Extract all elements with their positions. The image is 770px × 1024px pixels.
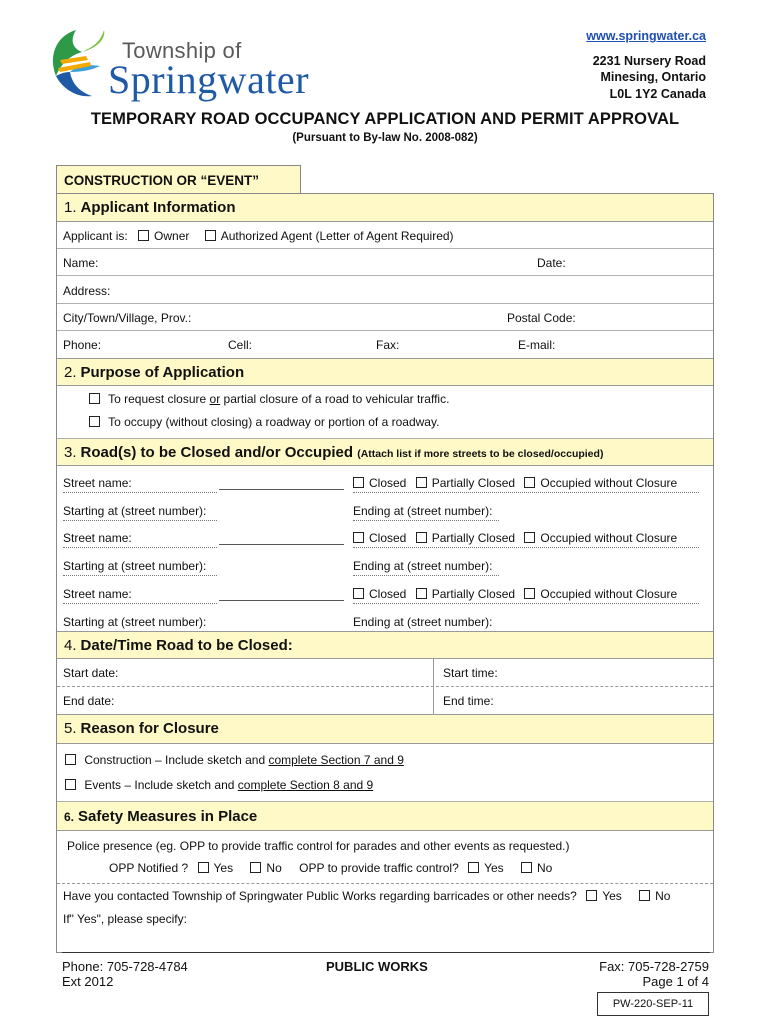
- end-time-label: End time:: [443, 694, 494, 708]
- section-4-header: 4. Date/Time Road to be Closed:: [57, 631, 713, 659]
- address-row[interactable]: [57, 276, 713, 304]
- contacted-row: Have you contacted Township of Springwater Public Works regarding barricades or other needs? Yes No: [63, 889, 671, 903]
- township-logo: [46, 26, 316, 102]
- city-row[interactable]: [57, 304, 713, 331]
- agent-checkbox[interactable]: [205, 230, 216, 241]
- opp-control-yes-checkbox[interactable]: [468, 862, 479, 873]
- address-line-2: Minesing, Ontario: [600, 70, 706, 84]
- police-row: Police presence (eg. OPP to provide traffic control for parades and other events as requested.): [67, 839, 570, 853]
- end-date-label: End date:: [63, 694, 115, 708]
- street-range-row-3[interactable]: Starting at (street number): Ending at (street number):: [63, 615, 493, 629]
- street-row-2: Street name: Closed Partially Closed Occupied without Closure: [63, 531, 678, 545]
- contacted-yes-checkbox[interactable]: [586, 890, 597, 901]
- name-label: Name:: [63, 256, 99, 270]
- section-1-title: Applicant Information: [80, 199, 236, 216]
- logo-mark-icon: [46, 26, 108, 100]
- postal-code-label: Postal Code:: [507, 311, 576, 325]
- fax-label: Fax:: [376, 338, 400, 352]
- applicant-type-row: Applicant is: Owner Authorized Agent (Letter of Agent Required): [57, 222, 713, 249]
- street-range-row-2[interactable]: Starting at (street number): Ending at (street number):: [63, 559, 493, 573]
- section-5-title: Reason for Closure: [80, 720, 219, 737]
- section-2-title: Purpose of Application: [80, 364, 245, 381]
- section-6-title: Safety Measures in Place: [78, 808, 258, 825]
- email-label: E-mail:: [518, 338, 556, 352]
- website-link[interactable]: www.springwater.ca: [586, 29, 706, 43]
- contact-row[interactable]: [57, 331, 713, 359]
- form-title: TEMPORARY ROAD OCCUPANCY APPLICATION AND PERMIT APPROVAL: [90, 110, 680, 128]
- start-row[interactable]: [57, 659, 713, 687]
- section-4-title: Date/Time Road to be Closed:: [80, 637, 293, 654]
- reason-events-row: Events – Include sketch and complete Section 8 and 9: [57, 778, 713, 802]
- purpose-closure-row: To request closure or partial closure of a road to vehicular traffic.: [57, 392, 713, 414]
- footer-department: PUBLIC WORKS: [326, 959, 428, 974]
- logo-line-1: Township of: [122, 38, 242, 63]
- opp-row: OPP Notified ? Yes No OPP to provide traffic control? Yes No: [57, 859, 713, 884]
- section-3-header: 3. Road(s) to be Closed and/or Occupied (Attach list if more streets to be closed/occupied): [57, 439, 713, 466]
- owner-checkbox[interactable]: [138, 230, 149, 241]
- closed-checkbox-3[interactable]: [353, 588, 364, 599]
- form-code-badge: PW-220-SEP-11: [597, 992, 709, 1016]
- opp-notified-no-checkbox[interactable]: [250, 862, 261, 873]
- opp-notified-yes-checkbox[interactable]: [198, 862, 209, 873]
- name-row[interactable]: [57, 249, 713, 276]
- events-checkbox[interactable]: [65, 779, 76, 790]
- purpose-closure-checkbox[interactable]: [89, 393, 100, 404]
- start-time-label: Start time:: [443, 666, 498, 680]
- section-3-title: Road(s) to be Closed and/or Occupied: [80, 444, 354, 461]
- section-2-header: 2. Purpose of Application: [57, 359, 713, 386]
- closed-checkbox-1[interactable]: [353, 477, 364, 488]
- date-label: Date:: [537, 256, 566, 270]
- address-line-1: 2231 Nursery Road: [592, 53, 706, 68]
- address-label: Address:: [63, 284, 111, 298]
- phone-label: Phone:: [63, 338, 102, 352]
- partial-checkbox-1[interactable]: [416, 477, 427, 488]
- footer-ext: Ext 2012: [62, 974, 114, 989]
- construction-checkbox[interactable]: [65, 754, 76, 765]
- section-5-header: 5. Reason for Closure: [57, 715, 713, 744]
- section-3-note: (Attach list if more streets to be closed/occupied): [357, 448, 604, 460]
- street-row-1: Street name: Closed Partially Closed Occupied without Closure: [63, 476, 678, 490]
- end-row[interactable]: [57, 687, 713, 715]
- street-name-field-3[interactable]: [219, 587, 344, 601]
- logo-line-2: Springwater: [108, 57, 310, 102]
- reason-construction-row: Construction – Include sketch and complete Section 7 and 9: [57, 753, 713, 775]
- section-1-header: 1. Applicant Information: [57, 194, 713, 222]
- contacted-no-checkbox[interactable]: [639, 890, 650, 901]
- footer-right: [599, 959, 709, 989]
- purpose-occupy-checkbox[interactable]: [89, 416, 100, 427]
- start-date-label: Start date:: [63, 666, 119, 680]
- closed-checkbox-2[interactable]: [353, 532, 364, 543]
- township-address: [586, 28, 706, 102]
- street-row-3: Street name: Closed Partially Closed Occupied without Closure: [63, 587, 678, 601]
- footer-phone: Phone: 705-728-4784: [62, 959, 188, 974]
- street-name-field-2[interactable]: [219, 531, 344, 545]
- address-line-3: L0L 1Y2 Canada: [609, 86, 706, 101]
- footer-page-number: Page 1 of 4: [642, 974, 709, 989]
- street-range-row-1[interactable]: Starting at (street number): Ending at (street number):: [63, 504, 493, 518]
- purpose-occupy-row: To occupy (without closing) a roadway or portion of a roadway.: [57, 414, 713, 439]
- partial-checkbox-2[interactable]: [416, 532, 427, 543]
- opp-control-no-checkbox[interactable]: [521, 862, 532, 873]
- footer-divider: [62, 952, 710, 953]
- partial-checkbox-3[interactable]: [416, 588, 427, 599]
- form-body: [56, 193, 714, 953]
- city-label: City/Town/Village, Prov.:: [63, 311, 192, 325]
- specify-row[interactable]: If" Yes", please specify:: [63, 912, 187, 926]
- form-tab-label: CONSTRUCTION OR “EVENT”: [56, 165, 301, 193]
- street-name-field-1[interactable]: [219, 476, 344, 490]
- footer-contact: [62, 959, 188, 989]
- occupied-checkbox-1[interactable]: [524, 477, 535, 488]
- occupied-checkbox-3[interactable]: [524, 588, 535, 599]
- form-subtitle: (Pursuant to By-law No. 2008-082): [292, 132, 478, 144]
- footer-fax: Fax: 705-728-2759: [599, 959, 709, 974]
- section-6-header: 6. Safety Measures in Place: [57, 802, 713, 831]
- cell-label: Cell:: [228, 338, 253, 352]
- occupied-checkbox-2[interactable]: [524, 532, 535, 543]
